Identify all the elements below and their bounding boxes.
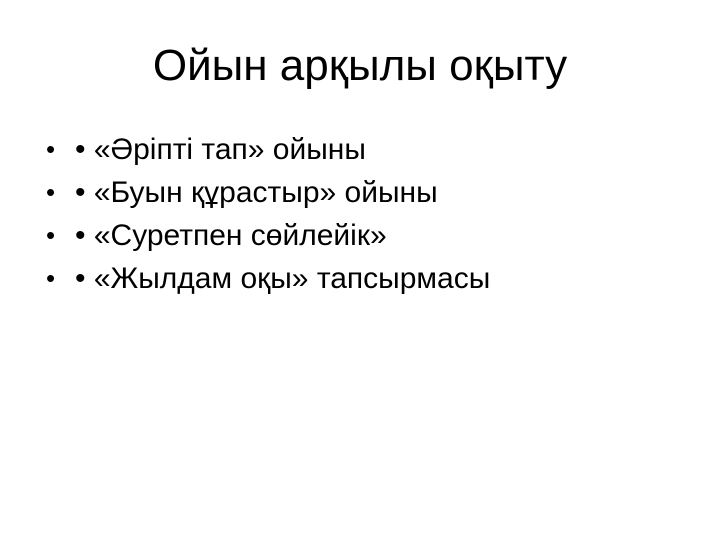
list-bullet-icon: • — [46, 177, 56, 207]
bullet-item — [0, 128, 680, 171]
bullet-item — [0, 214, 680, 257]
bullet-item — [0, 171, 680, 214]
list-bullet-icon: • — [46, 134, 56, 164]
bullet-text: • «Әріпті тап» ойыны — [75, 133, 366, 166]
bullet-item — [0, 257, 680, 300]
bullet-text: • «Суретпен сөйлейік» — [75, 219, 387, 252]
slide-title: Ойын арқылы оқыту — [152, 41, 568, 90]
list-bullet-icon: • — [46, 220, 56, 250]
bullet-list — [0, 128, 680, 300]
list-bullet-icon: • — [46, 263, 56, 293]
bullet-text: • «Жылдам оқы» тапсырмасы — [75, 262, 491, 295]
bullet-text: • «Буын құрастыр» ойыны — [75, 176, 438, 209]
